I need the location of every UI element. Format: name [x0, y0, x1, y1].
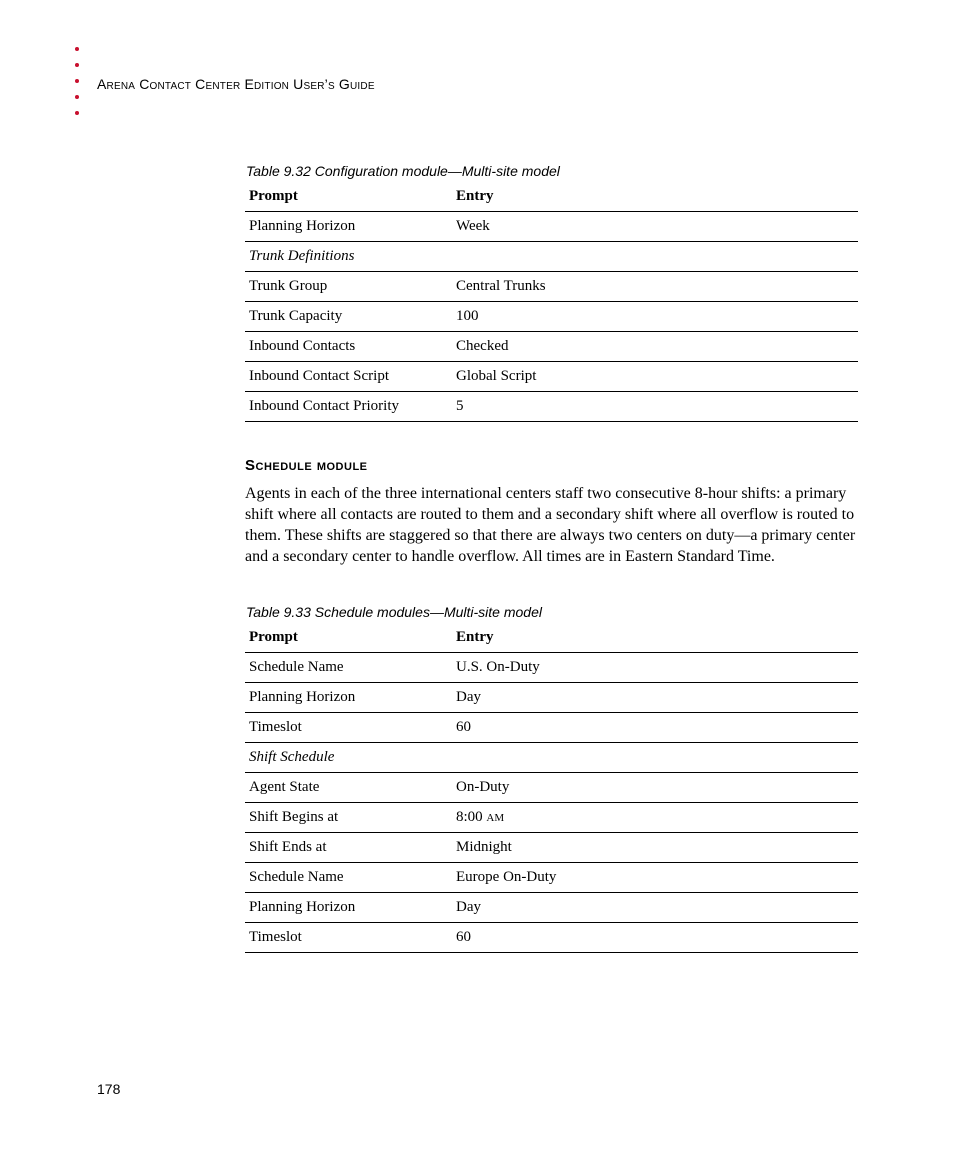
entry-cell: Day: [452, 893, 858, 923]
prompt-cell: Shift Ends at: [245, 833, 452, 863]
table-row: [245, 893, 858, 923]
table-row: [245, 803, 858, 833]
table-row: [245, 302, 858, 332]
prompt-cell: Trunk Capacity: [245, 302, 452, 332]
table-row: [245, 773, 858, 803]
table-row: [245, 683, 858, 713]
prompt-cell: Trunk Group: [245, 272, 452, 302]
prompt-cell: Timeslot: [245, 713, 452, 743]
table-row: [245, 833, 858, 863]
entry-cell: Midnight: [452, 833, 858, 863]
entry-cell: [452, 743, 858, 773]
prompt-cell: Inbound Contact Script: [245, 362, 452, 392]
time-suffix: am: [486, 809, 505, 825]
table-row: [245, 653, 858, 683]
entry-cell: [452, 803, 858, 833]
table-row: [245, 242, 858, 272]
body-paragraph: Agents in each of the three international centers staff two consecutive 8-hour shifts: a primary shift where all contacts are routed to them and a secondary shift where all overflow is routed to them. These shifts are staggered so that there are always two centers on duty—a primary center and a secondary center to handle overflow. All times are in Eastern Standard Time.: [245, 485, 856, 565]
table-row: [245, 392, 858, 422]
table-row: [245, 713, 858, 743]
prompt-cell: Planning Horizon: [245, 893, 452, 923]
table-row: [245, 272, 858, 302]
table-row: [245, 743, 858, 773]
table-932-block: [245, 163, 858, 422]
bullet-icon: [75, 111, 79, 115]
prompt-cell: Agent State: [245, 773, 452, 803]
entry-cell: On-Duty: [452, 773, 858, 803]
entry-cell: 60: [452, 923, 858, 953]
table-header-row: [245, 187, 858, 212]
group-label-cell: Shift Schedule: [245, 743, 452, 773]
entry-cell: 100: [452, 302, 858, 332]
entry-cell: Day: [452, 683, 858, 713]
entry-cell: 60: [452, 713, 858, 743]
column-header-prompt: Prompt: [245, 628, 452, 653]
column-header-prompt: Prompt: [245, 187, 452, 212]
group-label-cell: Trunk Definitions: [245, 242, 452, 272]
entry-cell: Central Trunks: [452, 272, 858, 302]
table-row: [245, 923, 858, 953]
time-value: 8:00: [456, 809, 483, 825]
entry-cell: 5: [452, 392, 858, 422]
prompt-cell: Inbound Contacts: [245, 332, 452, 362]
column-header-entry: Entry: [452, 628, 858, 653]
table-row: [245, 863, 858, 893]
table-header-row: [245, 628, 858, 653]
bullet-icon: [75, 47, 79, 51]
entry-cell: [452, 242, 858, 272]
prompt-cell: Inbound Contact Priority: [245, 392, 452, 422]
entry-cell: Europe On-Duty: [452, 863, 858, 893]
bullet-icon: [75, 63, 79, 67]
bullet-icon: [75, 79, 79, 83]
entry-cell: Checked: [452, 332, 858, 362]
section-heading: Schedule module: [245, 457, 368, 474]
page-number: 178: [97, 1081, 121, 1097]
table-caption: Table 9.33 Schedule modules—Multi-site model: [246, 604, 542, 620]
entry-cell: Week: [452, 212, 858, 242]
table-row: [245, 212, 858, 242]
schedule-table: [245, 628, 858, 953]
column-header-entry: Entry: [452, 187, 858, 212]
prompt-cell: Planning Horizon: [245, 683, 452, 713]
configuration-table: [245, 187, 858, 422]
prompt-cell: Schedule Name: [245, 863, 452, 893]
prompt-cell: Schedule Name: [245, 653, 452, 683]
table-row: [245, 362, 858, 392]
prompt-cell: Planning Horizon: [245, 212, 452, 242]
margin-bullets: [73, 47, 83, 127]
table-933-block: [245, 604, 858, 953]
table-row: [245, 332, 858, 362]
table-caption: Table 9.32 Configuration module—Multi-site model: [246, 163, 560, 179]
entry-cell: Global Script: [452, 362, 858, 392]
prompt-cell: Shift Begins at: [245, 803, 452, 833]
bullet-icon: [75, 95, 79, 99]
schedule-section: [245, 457, 858, 567]
entry-cell: U.S. On-Duty: [452, 653, 858, 683]
prompt-cell: Timeslot: [245, 923, 452, 953]
running-header: Arena Contact Center Edition User’s Guide: [97, 76, 375, 92]
